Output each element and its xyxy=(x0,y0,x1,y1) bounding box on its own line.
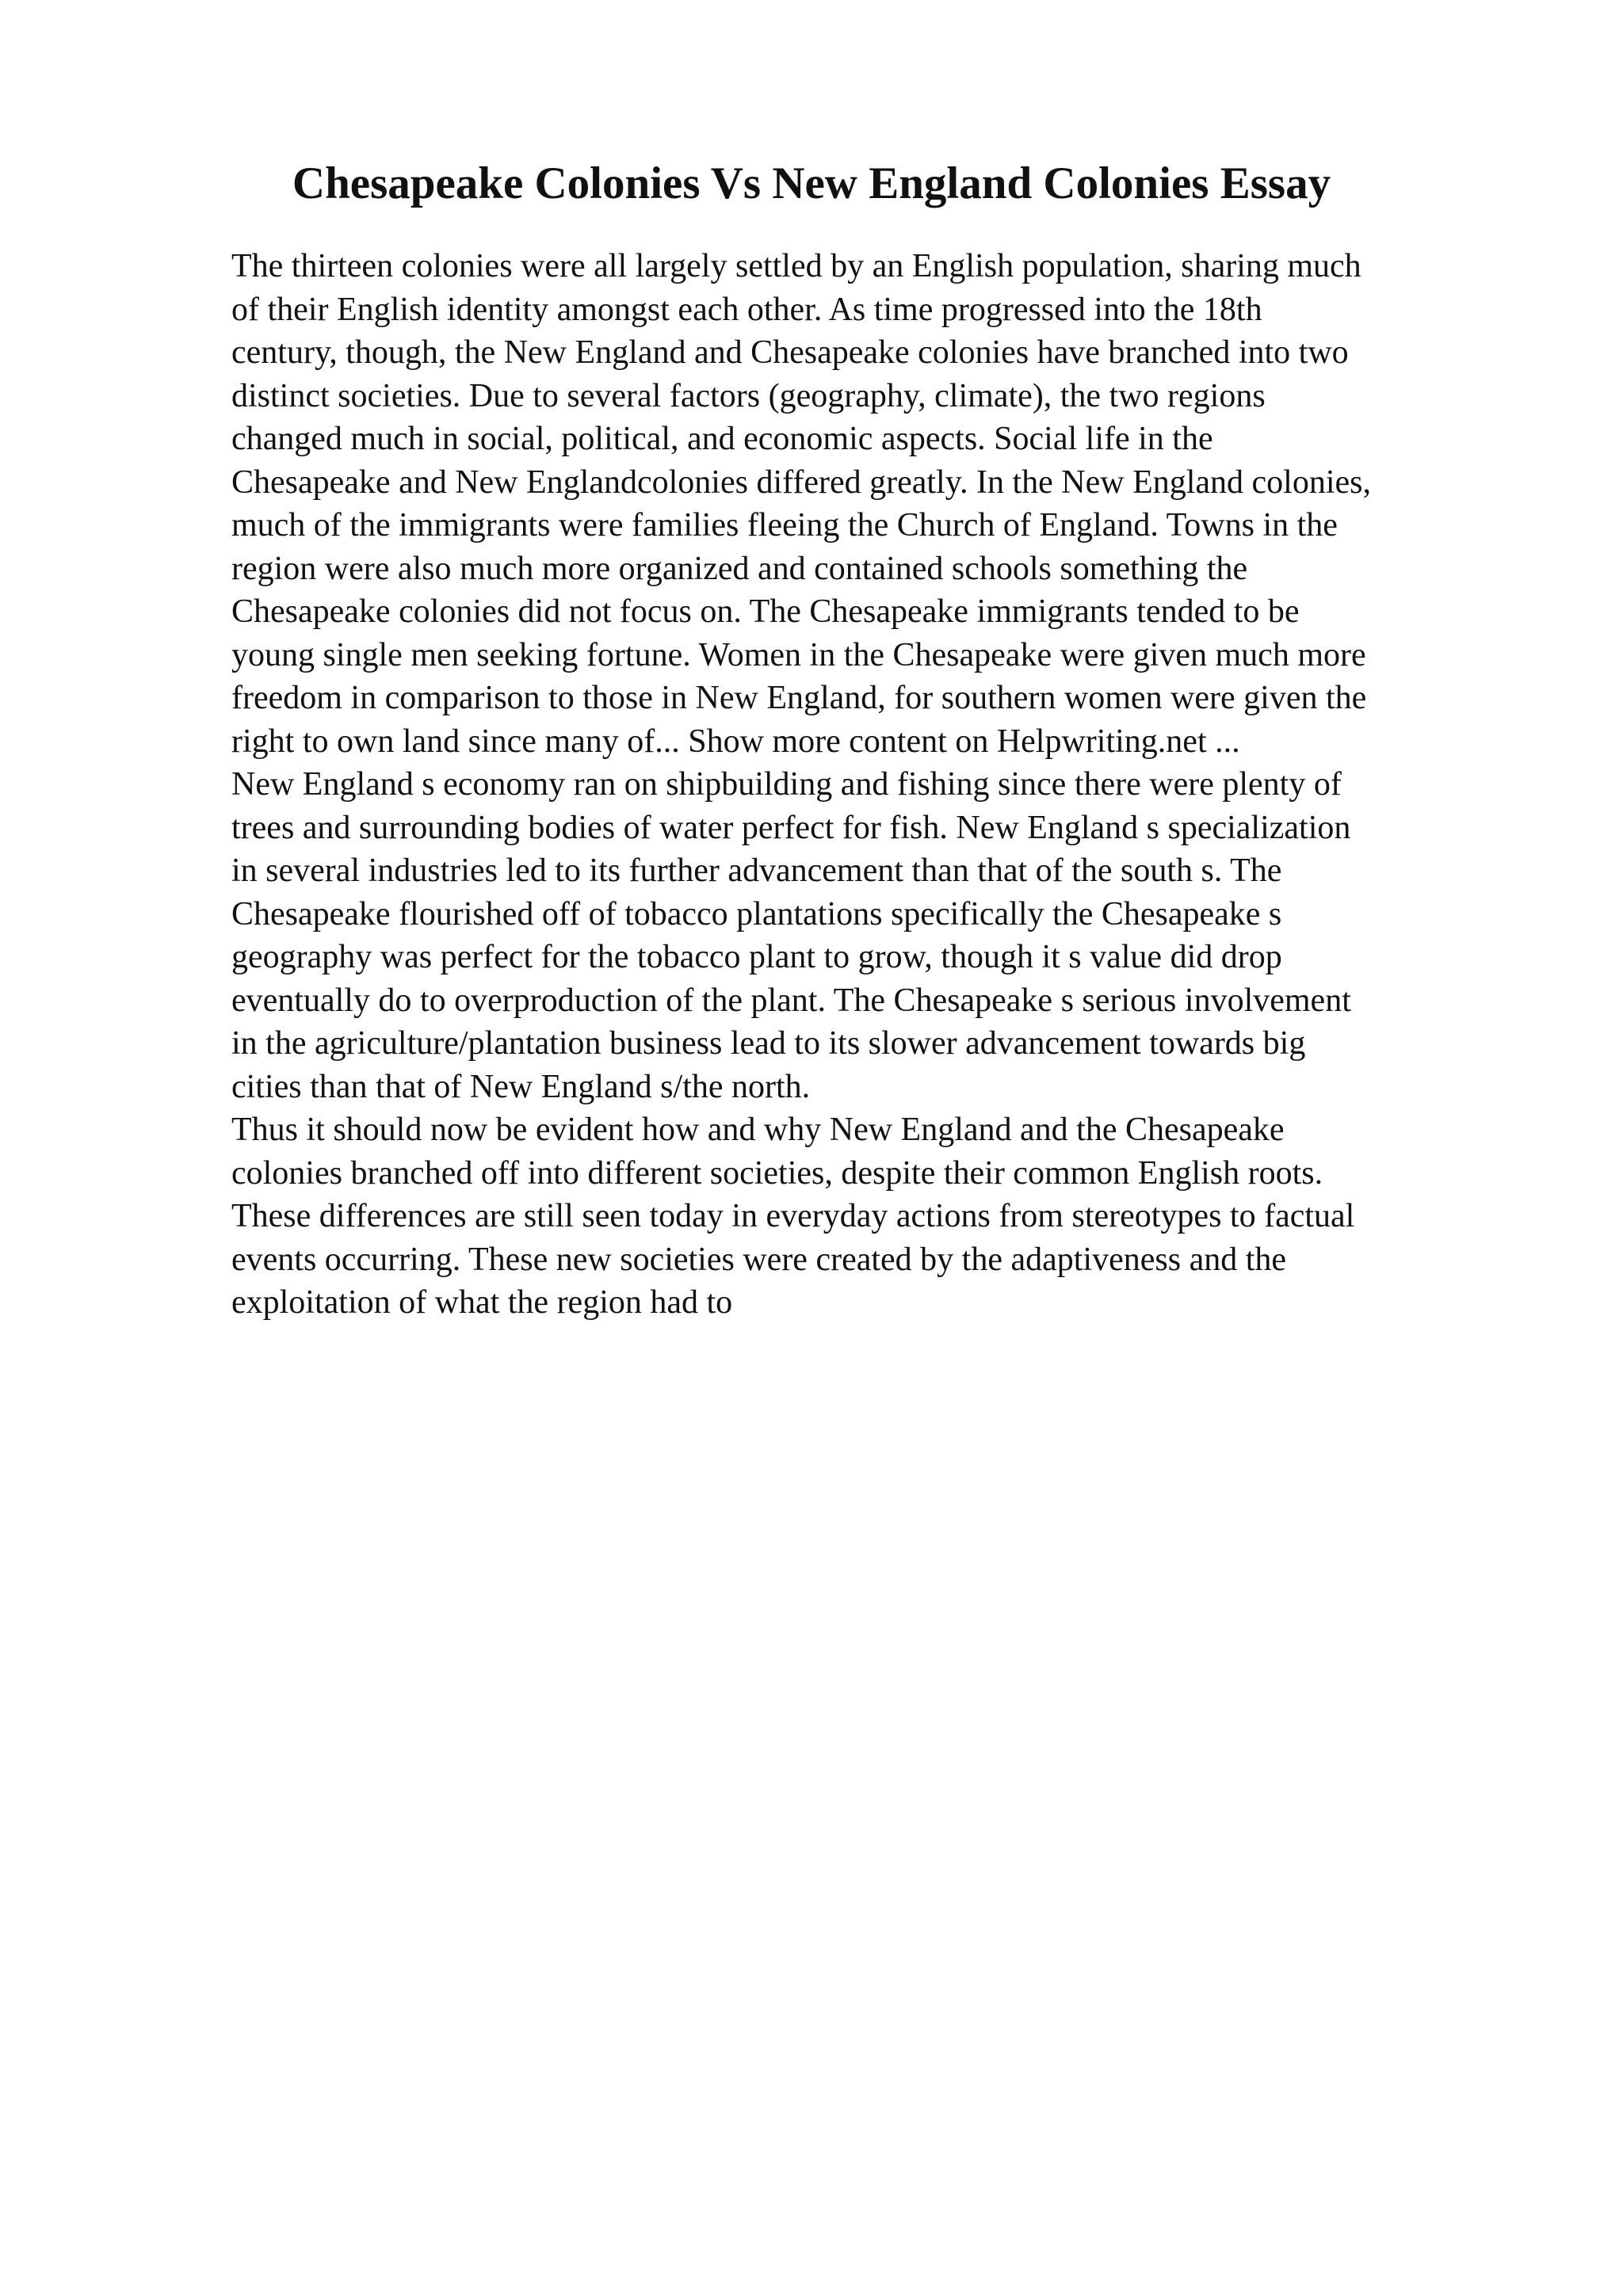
essay-line: Chesapeake flourished off of tobacco plantations specifically the Chesapeake s xyxy=(231,895,1282,933)
essay-line: The thirteen colonies were all largely settled by an English population, sharing much xyxy=(231,248,1361,284)
essay-line: colonies branched off into different societies, despite their common English roots. xyxy=(231,1154,1323,1192)
document-title: Chesapeake Colonies Vs New England Colonies Essay xyxy=(292,158,1331,208)
essay-line: young single men seeking fortune. Women in the Chesapeake were given much more xyxy=(231,636,1366,673)
essay-line: much of the immigrants were families fleeing the Church of England. Towns in the xyxy=(231,507,1338,543)
essay-line: These differences are still seen today in everyday actions from stereotypes to factual xyxy=(231,1198,1355,1234)
essay-line: in the agriculture/plantation business lead to its slower advancement towards big xyxy=(231,1025,1306,1062)
essay-line: Chesapeake and New Englandcolonies differed greatly. In the New England colonies, xyxy=(231,463,1372,501)
essay-line: freedom in comparison to those in New England, for southern women were given the xyxy=(231,680,1367,716)
essay-body xyxy=(231,245,1547,1325)
essay-line: trees and surrounding bodies of water perfect for fish. New England s specialization xyxy=(231,809,1351,846)
essay-line: region were also much more organized and contained schools something the xyxy=(231,550,1248,587)
essay-line: cities than that of New England s/the north. xyxy=(231,1068,811,1105)
essay-line: exploitation of what the region had to xyxy=(231,1284,733,1321)
essay-line: in several industries led to its further advancement than that of the south s. The xyxy=(231,852,1282,889)
essay-line: New England s economy ran on shipbuilding and fishing since there were plenty of xyxy=(231,766,1342,803)
essay-line: of their English identity amongst each other. As time progressed into the 18th xyxy=(231,291,1262,328)
essay-line: century, though, the New England and Chesapeake colonies have branched into two xyxy=(231,334,1349,371)
essay-line: distinct societies. Due to several factors (geography, climate), the two regions xyxy=(231,377,1266,414)
essay-line: events occurring. These new societies were created by the adaptiveness and the xyxy=(231,1241,1287,1278)
essay-line: Chesapeake colonies did not focus on. The Chesapeake immigrants tended to be xyxy=(231,593,1300,630)
essay-line: changed much in social, political, and economic aspects. Social life in the xyxy=(231,421,1213,457)
essay-line: eventually do to overproduction of the plant. The Chesapeake s serious involvement xyxy=(231,982,1351,1019)
essay-line: right to own land since many of... Show more content on Helpwriting.net ... xyxy=(231,723,1240,760)
essay-line: geography was perfect for the tobacco plant to grow, though it s value did drop xyxy=(231,939,1282,975)
essay-line: Thus it should now be evident how and why New England and the Chesapeake xyxy=(231,1112,1285,1148)
